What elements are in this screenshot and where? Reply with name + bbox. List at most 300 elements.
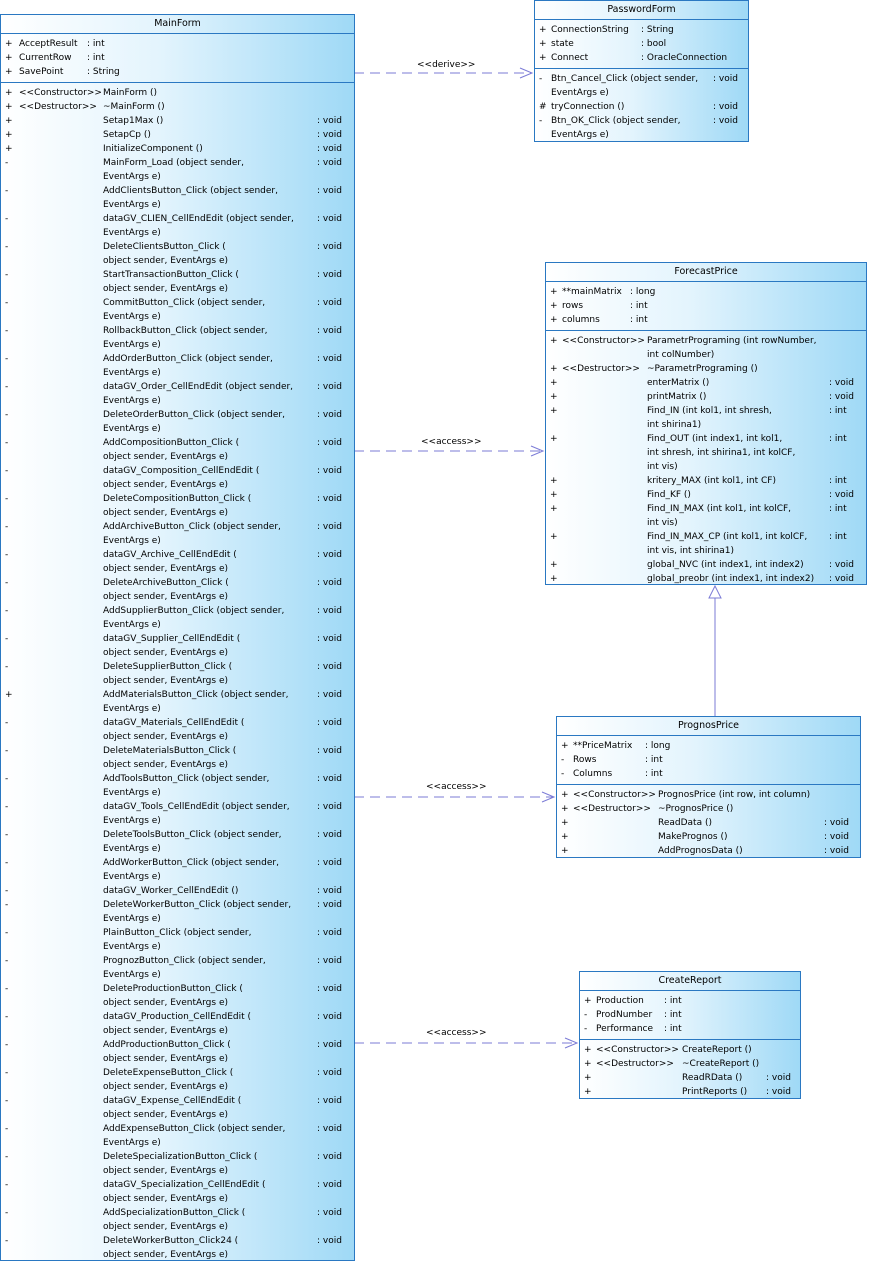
create-report-title: CreateReport xyxy=(580,972,800,991)
visibility-marker: - xyxy=(5,606,9,616)
operation-row[interactable] xyxy=(1,114,354,128)
attribute-type: : int xyxy=(664,1024,682,1034)
attribute-name: state xyxy=(551,39,574,49)
visibility-marker: - xyxy=(5,1096,9,1106)
operation-name: AddPrognosData () xyxy=(658,846,743,856)
visibility-marker: + xyxy=(584,1059,592,1069)
return-type: : void xyxy=(829,490,854,500)
operation-row[interactable] xyxy=(546,390,866,404)
visibility-marker: + xyxy=(550,476,558,486)
operation-row[interactable] xyxy=(1,576,354,604)
operation-row[interactable] xyxy=(1,1206,354,1234)
attribute-row[interactable] xyxy=(546,299,866,313)
return-type: : void xyxy=(713,116,738,126)
operation-row[interactable] xyxy=(580,1085,800,1099)
visibility-marker: - xyxy=(5,718,9,728)
attribute-row[interactable] xyxy=(1,37,354,51)
operations-section xyxy=(546,331,866,589)
operation-row[interactable] xyxy=(1,184,354,212)
visibility-marker: - xyxy=(539,74,543,84)
operation-name-cont: int shresh, int shirina1, int kolCF, xyxy=(647,448,796,458)
visibility-marker: - xyxy=(5,438,9,448)
operation-name-cont: EventArgs e) xyxy=(103,942,161,952)
operation-row[interactable] xyxy=(1,548,354,576)
visibility-marker: - xyxy=(5,326,9,336)
operation-row[interactable] xyxy=(535,100,748,114)
operation-row[interactable] xyxy=(546,432,866,474)
return-type: : void xyxy=(317,858,342,868)
operation-name-cont: EventArgs e) xyxy=(103,970,161,980)
attribute-row[interactable] xyxy=(546,285,866,299)
stereotype: <<Destructor>> xyxy=(562,364,640,374)
operation-name-cont: int colNumber) xyxy=(647,350,715,360)
visibility-marker: + xyxy=(5,88,13,98)
operation-row[interactable] xyxy=(1,324,354,352)
return-type: : void xyxy=(713,74,738,84)
visibility-marker: - xyxy=(5,410,9,420)
attribute-row[interactable] xyxy=(580,1008,800,1022)
operations-section xyxy=(1,83,354,1265)
visibility-marker: + xyxy=(550,504,558,514)
visibility-marker: - xyxy=(5,466,9,476)
visibility-marker: + xyxy=(550,315,558,325)
operation-name-cont: EventArgs e) xyxy=(103,312,161,322)
operation-name: global_NVC (int index1, int index2) xyxy=(647,560,804,570)
visibility-marker: + xyxy=(561,818,569,828)
stereotype: <<Destructor>> xyxy=(19,102,97,112)
operation-row[interactable] xyxy=(1,1038,354,1066)
visibility-marker: + xyxy=(5,102,13,112)
visibility-marker: + xyxy=(584,1087,592,1097)
operation-name-cont: int vis, int shirina1) xyxy=(647,546,734,556)
attributes-section xyxy=(546,282,866,331)
operation-name-cont: object sender, EventArgs e) xyxy=(103,508,228,518)
operation-row[interactable] xyxy=(1,1066,354,1094)
operation-row[interactable] xyxy=(1,380,354,408)
visibility-marker: - xyxy=(5,242,9,252)
visibility-marker: - xyxy=(5,662,9,672)
operation-row[interactable] xyxy=(1,464,354,492)
return-type: : void xyxy=(317,886,342,896)
operation-name: ~ParametrPrograming () xyxy=(647,364,758,374)
return-type: : void xyxy=(766,1073,791,1083)
visibility-marker: + xyxy=(550,392,558,402)
return-type: : void xyxy=(317,690,342,700)
operation-name: AddSupplierButton_Click (object sender, xyxy=(103,606,285,616)
visibility-marker: - xyxy=(5,214,9,224)
visibility-marker: - xyxy=(5,746,9,756)
attributes-section xyxy=(1,34,354,83)
operation-row[interactable] xyxy=(546,488,866,502)
operation-row[interactable] xyxy=(1,604,354,632)
stereotype: <<Constructor>> xyxy=(562,336,645,346)
operation-name: DeleteClientsButton_Click ( xyxy=(103,242,226,252)
operation-row[interactable] xyxy=(580,1057,800,1071)
attribute-name: Connect xyxy=(551,53,589,63)
stereotype: <<Constructor>> xyxy=(573,790,656,800)
attribute-row[interactable] xyxy=(1,65,354,79)
operation-row[interactable] xyxy=(1,240,354,268)
visibility-marker: - xyxy=(5,522,9,532)
operation-row[interactable] xyxy=(1,212,354,240)
return-type: : void xyxy=(713,102,738,112)
visibility-marker: - xyxy=(5,802,9,812)
operation-name: Btn_OK_Click (object sender, xyxy=(551,116,681,126)
return-type: : void xyxy=(317,634,342,644)
operation-row[interactable] xyxy=(1,86,354,100)
return-type: : void xyxy=(317,1096,342,1106)
operation-name-cont: EventArgs e) xyxy=(103,914,161,924)
operation-name-cont: EventArgs e) xyxy=(103,620,161,630)
attribute-row[interactable] xyxy=(535,51,748,65)
attribute-name: **PriceMatrix xyxy=(573,741,633,751)
return-type: : void xyxy=(317,928,342,938)
class-mainform[interactable] xyxy=(0,14,355,1261)
attribute-row[interactable] xyxy=(557,753,860,767)
operation-name-cont: EventArgs e) xyxy=(103,228,161,238)
operation-row[interactable] xyxy=(1,828,354,856)
operation-name: AddOrderButton_Click (object sender, xyxy=(103,354,273,364)
return-type: : void xyxy=(829,560,854,570)
operation-row[interactable] xyxy=(1,1094,354,1122)
operation-name-cont: EventArgs e) xyxy=(103,340,161,350)
attribute-type: : int xyxy=(664,996,682,1006)
return-type: : void xyxy=(317,578,342,588)
return-type: : void xyxy=(317,606,342,616)
operation-name-cont: int vis) xyxy=(647,462,678,472)
attribute-type: : String xyxy=(87,67,120,77)
attribute-row[interactable] xyxy=(580,1022,800,1036)
attributes-section xyxy=(557,736,860,785)
attribute-name: SavePoint xyxy=(19,67,64,77)
visibility-marker: - xyxy=(5,494,9,504)
visibility-marker: - xyxy=(5,270,9,280)
operation-row[interactable] xyxy=(1,128,354,142)
operation-row[interactable] xyxy=(580,1043,800,1057)
attribute-type: : long xyxy=(645,741,671,751)
attribute-name: Columns xyxy=(573,769,613,779)
operation-name-cont: object sender, EventArgs e) xyxy=(103,256,228,266)
attribute-type: : int xyxy=(645,755,663,765)
visibility-marker: + xyxy=(539,25,547,35)
return-type: : void xyxy=(317,1236,342,1246)
visibility-marker: + xyxy=(5,144,13,154)
operation-name: DeleteWorkerButton_Click24 ( xyxy=(103,1236,239,1246)
attribute-type: : int xyxy=(645,769,663,779)
return-type: : void xyxy=(829,378,854,388)
visibility-marker: + xyxy=(550,406,558,416)
operation-row[interactable] xyxy=(1,156,354,184)
operation-row[interactable] xyxy=(557,830,860,844)
return-type: : int xyxy=(829,434,847,444)
visibility-marker: + xyxy=(561,790,569,800)
visibility-marker: + xyxy=(550,490,558,500)
visibility-marker: - xyxy=(5,858,9,868)
operation-name-cont: object sender, EventArgs e) xyxy=(103,1166,228,1176)
operation-name: CreateReport () xyxy=(682,1045,752,1055)
operation-row[interactable] xyxy=(1,800,354,828)
visibility-marker: + xyxy=(584,1073,592,1083)
operation-name: dataGV_Worker_CellEndEdit () xyxy=(103,886,239,896)
class-passwordform[interactable] xyxy=(534,0,749,142)
operation-name: SetapCp () xyxy=(103,130,151,140)
operation-name-cont: object sender, EventArgs e) xyxy=(103,1054,228,1064)
operations-section xyxy=(557,785,860,861)
visibility-marker: + xyxy=(550,560,558,570)
operation-row[interactable] xyxy=(557,802,860,816)
operation-row[interactable] xyxy=(1,982,354,1010)
operation-name-cont: EventArgs e) xyxy=(103,396,161,406)
visibility-marker: - xyxy=(5,158,9,168)
access-forecast-label: <<access>> xyxy=(421,437,482,447)
operation-row[interactable] xyxy=(1,954,354,982)
return-type: : void xyxy=(317,774,342,784)
operation-name-cont: EventArgs e) xyxy=(103,424,161,434)
visibility-marker: + xyxy=(584,1045,592,1055)
operation-name-cont: EventArgs e) xyxy=(103,788,161,798)
operation-name: ~MainForm () xyxy=(103,102,165,112)
return-type: : void xyxy=(317,522,342,532)
operation-name-cont: object sender, EventArgs e) xyxy=(103,998,228,1008)
visibility-marker: - xyxy=(5,186,9,196)
visibility-marker: + xyxy=(550,287,558,297)
operation-name: AddWorkerButton_Click (object sender, xyxy=(103,858,279,868)
attribute-name: Performance xyxy=(596,1024,654,1034)
operation-row[interactable] xyxy=(1,100,354,114)
return-type: : void xyxy=(317,662,342,672)
visibility-marker: - xyxy=(5,578,9,588)
operation-name: global_preobr (int index1, int index2) xyxy=(647,574,815,584)
operation-name-cont: EventArgs e) xyxy=(103,816,161,826)
operation-name: AddProductionButton_Click ( xyxy=(103,1040,231,1050)
operation-row[interactable] xyxy=(546,362,866,376)
attribute-name: ProdNumber xyxy=(596,1010,653,1020)
return-type: : void xyxy=(829,392,854,402)
operation-row[interactable] xyxy=(557,788,860,802)
return-type: : void xyxy=(317,830,342,840)
attribute-type: : OracleConnection xyxy=(641,53,728,63)
return-type: : void xyxy=(824,846,849,856)
operation-row[interactable] xyxy=(1,632,354,660)
return-type: : int xyxy=(829,476,847,486)
class-forecastprice[interactable] xyxy=(545,262,867,585)
visibility-marker: + xyxy=(550,301,558,311)
return-type: : void xyxy=(317,214,342,224)
operation-row[interactable] xyxy=(1,898,354,926)
attribute-row[interactable] xyxy=(557,767,860,781)
operation-name: dataGV_Production_CellEndEdit ( xyxy=(103,1012,252,1022)
class-createreport[interactable] xyxy=(579,971,801,1099)
operation-row[interactable] xyxy=(1,520,354,548)
operation-row[interactable] xyxy=(1,436,354,464)
return-type: : void xyxy=(317,382,342,392)
return-type: : void xyxy=(317,466,342,476)
attribute-row[interactable] xyxy=(535,37,748,51)
operation-row[interactable] xyxy=(1,1150,354,1178)
attribute-row[interactable] xyxy=(535,23,748,37)
visibility-marker: - xyxy=(5,928,9,938)
visibility-marker: - xyxy=(5,1236,9,1246)
operation-row[interactable] xyxy=(546,502,866,530)
operation-name: Btn_Cancel_Click (object sender, xyxy=(551,74,699,84)
operation-row[interactable] xyxy=(546,334,866,362)
return-type: : void xyxy=(317,802,342,812)
operation-name: CommitButton_Click (object sender, xyxy=(103,298,266,308)
operation-row[interactable] xyxy=(535,114,748,142)
return-type: : void xyxy=(317,1124,342,1134)
operation-name-cont: object sender, EventArgs e) xyxy=(103,676,228,686)
visibility-marker: - xyxy=(5,984,9,994)
operation-name: MainForm_Load (object sender, xyxy=(103,158,244,168)
operation-name: DeleteSupplierButton_Click ( xyxy=(103,662,233,672)
operation-row[interactable] xyxy=(546,404,866,432)
attribute-row[interactable] xyxy=(1,51,354,65)
return-type: : void xyxy=(317,1152,342,1162)
operation-name: MakePrognos () xyxy=(658,832,728,842)
return-type: : void xyxy=(766,1087,791,1097)
visibility-marker: + xyxy=(539,53,547,63)
attribute-row[interactable] xyxy=(580,994,800,1008)
return-type: : void xyxy=(317,1040,342,1050)
return-type: : void xyxy=(317,746,342,756)
operation-row[interactable] xyxy=(1,772,354,800)
visibility-marker: - xyxy=(5,774,9,784)
operation-row[interactable] xyxy=(1,1178,354,1206)
visibility-marker: - xyxy=(584,1024,588,1034)
operation-row[interactable] xyxy=(1,1010,354,1038)
attribute-type: : bool xyxy=(641,39,667,49)
visibility-marker: + xyxy=(539,39,547,49)
visibility-marker: + xyxy=(550,336,558,346)
visibility-marker: # xyxy=(539,102,547,112)
operation-name: PrognosPrice (int row, int column) xyxy=(658,790,811,800)
return-type: : void xyxy=(829,574,854,584)
operation-name: DeleteMaterialsButton_Click ( xyxy=(103,746,237,756)
attribute-type: : int xyxy=(87,53,105,63)
visibility-marker: - xyxy=(561,755,565,765)
visibility-marker: + xyxy=(550,574,558,584)
operation-row[interactable] xyxy=(546,558,866,572)
operation-name: DeleteProductionButton_Click ( xyxy=(103,984,243,994)
operation-name: AddMaterialsButton_Click (object sender, xyxy=(103,690,289,700)
return-type: : void xyxy=(317,984,342,994)
operation-row[interactable] xyxy=(1,926,354,954)
visibility-marker: + xyxy=(5,116,13,126)
operation-row[interactable] xyxy=(1,352,354,380)
attribute-name: Production xyxy=(596,996,644,1006)
operation-name: printMatrix () xyxy=(647,392,707,402)
operation-row[interactable] xyxy=(1,688,354,716)
operation-name-cont: object sender, EventArgs e) xyxy=(103,732,228,742)
operation-row[interactable] xyxy=(546,376,866,390)
operation-row[interactable] xyxy=(1,1234,354,1262)
operation-row[interactable] xyxy=(1,296,354,324)
operation-name-cont: object sender, EventArgs e) xyxy=(103,648,228,658)
operation-row[interactable] xyxy=(1,716,354,744)
attribute-name: AcceptResult xyxy=(19,39,78,49)
class-prognosprice[interactable] xyxy=(556,716,861,858)
attribute-row[interactable] xyxy=(557,739,860,753)
operation-row[interactable] xyxy=(546,474,866,488)
return-type: : void xyxy=(317,718,342,728)
operation-name-cont: object sender, EventArgs e) xyxy=(103,284,228,294)
operation-row[interactable] xyxy=(557,816,860,830)
attribute-row[interactable] xyxy=(546,313,866,327)
visibility-marker: - xyxy=(5,1068,9,1078)
visibility-marker: - xyxy=(5,1040,9,1050)
attribute-name: Rows xyxy=(573,755,597,765)
attribute-type: : String xyxy=(641,25,674,35)
operation-name: dataGV_Specialization_CellEndEdit ( xyxy=(103,1180,266,1190)
return-type: : void xyxy=(317,354,342,364)
visibility-marker: - xyxy=(5,382,9,392)
operation-name-cont: EventArgs e) xyxy=(103,368,161,378)
operation-row[interactable] xyxy=(557,844,860,858)
attributes-section xyxy=(535,20,748,69)
visibility-marker: - xyxy=(5,298,9,308)
operation-row[interactable] xyxy=(1,856,354,884)
main-form-title: MainForm xyxy=(1,15,354,34)
operation-name: DeleteWorkerButton_Click (object sender, xyxy=(103,900,292,910)
password-form-title: PasswordForm xyxy=(535,1,748,20)
operation-row[interactable] xyxy=(1,1122,354,1150)
return-type: : void xyxy=(317,298,342,308)
operation-name: AddToolsButton_Click (object sender, xyxy=(103,774,270,784)
visibility-marker: - xyxy=(5,830,9,840)
attribute-type: : int xyxy=(630,315,648,325)
operation-name: MainForm () xyxy=(103,88,158,98)
operation-name: dataGV_Materials_CellEndEdit ( xyxy=(103,718,245,728)
operation-name-cont: object sender, EventArgs e) xyxy=(103,1250,228,1260)
operation-row[interactable] xyxy=(546,572,866,586)
operation-row[interactable] xyxy=(1,268,354,296)
operation-row[interactable] xyxy=(1,492,354,520)
operation-row[interactable] xyxy=(1,660,354,688)
operation-name: PrintReports () xyxy=(682,1087,748,1097)
operation-name-cont: EventArgs e) xyxy=(103,172,161,182)
visibility-marker: + xyxy=(5,39,13,49)
operation-name: AddCompositionButton_Click ( xyxy=(103,438,240,448)
attribute-type: : long xyxy=(630,287,656,297)
operation-row[interactable] xyxy=(1,408,354,436)
operation-name: Find_IN_MAX_CP (int kol1, int kolCF, xyxy=(647,532,808,542)
operations-section xyxy=(580,1040,800,1102)
operation-name: ~CreateReport () xyxy=(682,1059,760,1069)
operation-row[interactable] xyxy=(546,530,866,558)
operation-name: dataGV_Archive_CellEndEdit ( xyxy=(103,550,237,560)
operation-name: kritery_MAX (int kol1, int CF) xyxy=(647,476,776,486)
derive-label: <<derive>> xyxy=(417,60,476,70)
attribute-name: **mainMatrix xyxy=(562,287,622,297)
stereotype: <<Constructor>> xyxy=(19,88,102,98)
operation-row[interactable] xyxy=(1,744,354,772)
operation-row[interactable] xyxy=(1,142,354,156)
attribute-name: columns xyxy=(562,315,600,325)
operation-row[interactable] xyxy=(1,884,354,898)
operation-name-cont: object sender, EventArgs e) xyxy=(103,592,228,602)
operation-row[interactable] xyxy=(535,72,748,100)
visibility-marker: - xyxy=(5,956,9,966)
return-type: : void xyxy=(317,144,342,154)
operation-name: dataGV_CLIEN_CellEndEdit (object sender, xyxy=(103,214,294,224)
return-type: : int xyxy=(829,406,847,416)
return-type: : void xyxy=(317,438,342,448)
operation-name: ReadData () xyxy=(658,818,712,828)
visibility-marker: - xyxy=(5,1180,9,1190)
operation-row[interactable] xyxy=(580,1071,800,1085)
operation-name: DeleteSpecializationButton_Click ( xyxy=(103,1152,258,1162)
return-type: : void xyxy=(317,186,342,196)
